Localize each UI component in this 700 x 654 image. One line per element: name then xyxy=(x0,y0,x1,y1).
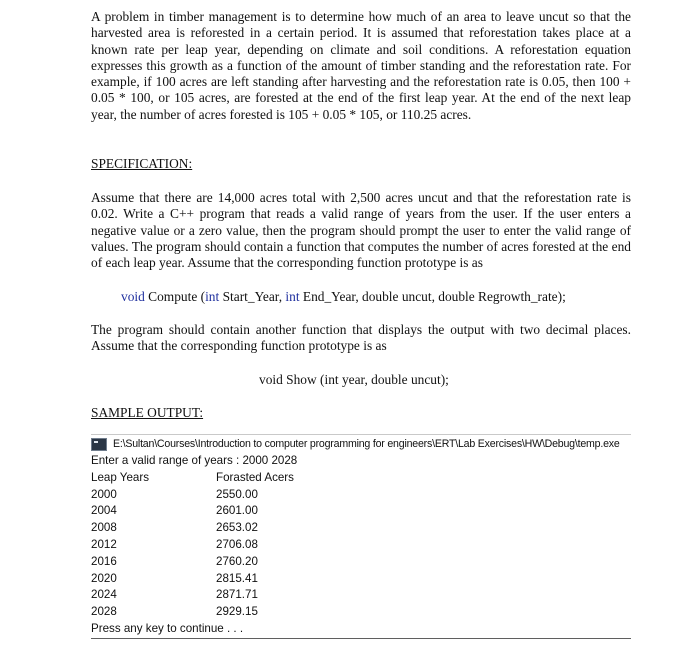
row-acres: 2550.00 xyxy=(216,487,258,501)
console-title: E:\Sultan\Courses\Introduction to computer programming for engineers\ERT\Lab Exercises\HW\Debug\temp.exe xyxy=(113,438,620,450)
show-prototype: void Show (int year, double uncut); xyxy=(259,372,449,387)
intro-paragraph: A problem in timber management is to determine how much of an area to leave uncut so that the harvested area is reforested in a certain period. It is assumed that reforestation takes place at a known rate per leap year, depending on climate and soil conditions. A reforestation equation expresses this growth as a function of the amount of timber standing and the reforestation rate. For example, if 100 acres are left standing after harvesting and the reforestation rate is 0.05, then 100 + 0.05 * 100, or 105 acres, are forested at the end of the first leap year. At the end of the next leap year, the number of acres forested is 105 + 0.05 * 105, or 110.25 acres. xyxy=(91,9,631,122)
keyword-int: int xyxy=(205,289,220,304)
console-row xyxy=(91,587,631,604)
row-acres: 2871.71 xyxy=(216,588,258,602)
console-bottom-rule xyxy=(91,638,631,639)
console-row xyxy=(91,503,631,520)
row-acres: 2706.08 xyxy=(216,537,258,551)
row-year: 2012 xyxy=(91,537,117,551)
show-description: The program should contain another function that displays the output with two decimal places. Assume that the corresponding function prototype is as xyxy=(91,322,631,354)
console-row xyxy=(91,487,631,504)
row-acres: 2653.02 xyxy=(216,521,258,535)
row-year: 2028 xyxy=(91,605,117,619)
console-column-headers xyxy=(91,470,631,487)
console-window-icon xyxy=(91,438,107,451)
compute-prototype xyxy=(121,289,566,305)
row-year: 2024 xyxy=(91,588,117,602)
specification-body: Assume that there are 14,000 acres total with 2,500 acres uncut and that the reforestation rate is 0.02. Write a C++ program that reads a valid range of years from the user. If the user enters a negative value or a zero value, then the program should prompt the user to enter the valid range of values. The program should contain a function that computes the number of acres forested at the end of each leap year. Assume that the corresponding function prototype is as xyxy=(91,190,631,271)
console-row xyxy=(91,520,631,537)
console-row xyxy=(91,554,631,571)
compute-param-start: Start_Year, xyxy=(222,289,283,304)
row-acres: 2601.00 xyxy=(216,504,258,518)
row-year: 2008 xyxy=(91,521,117,535)
console-row xyxy=(91,604,631,621)
console-row xyxy=(91,537,631,554)
row-year: 2020 xyxy=(91,571,117,585)
keyword-void: void xyxy=(121,289,145,304)
console-titlebar xyxy=(91,434,631,453)
compute-name: Compute ( xyxy=(148,289,206,304)
specification-heading: SPECIFICATION: xyxy=(91,156,193,171)
compute-param-rest: End_Year, double uncut, double Regrowth_rate); xyxy=(302,289,566,304)
sample-output-heading: SAMPLE OUTPUT: xyxy=(91,405,204,420)
row-year: 2004 xyxy=(91,504,117,518)
keyword-int: int xyxy=(285,289,300,304)
row-acres: 2929.15 xyxy=(216,605,258,619)
column-header-leap-years: Leap Years xyxy=(91,470,150,484)
row-year: 2016 xyxy=(91,554,117,568)
console-screenshot xyxy=(91,434,631,639)
console-footer: Press any key to continue . . . xyxy=(91,621,244,635)
console-prompt-line: Enter a valid range of years : 2000 2028 xyxy=(91,454,298,467)
console-row xyxy=(91,571,631,588)
row-acres: 2815.41 xyxy=(216,571,258,585)
row-year: 2000 xyxy=(91,487,117,501)
column-header-forested-acres: Forasted Acers xyxy=(216,470,294,484)
row-acres: 2760.20 xyxy=(216,554,258,568)
